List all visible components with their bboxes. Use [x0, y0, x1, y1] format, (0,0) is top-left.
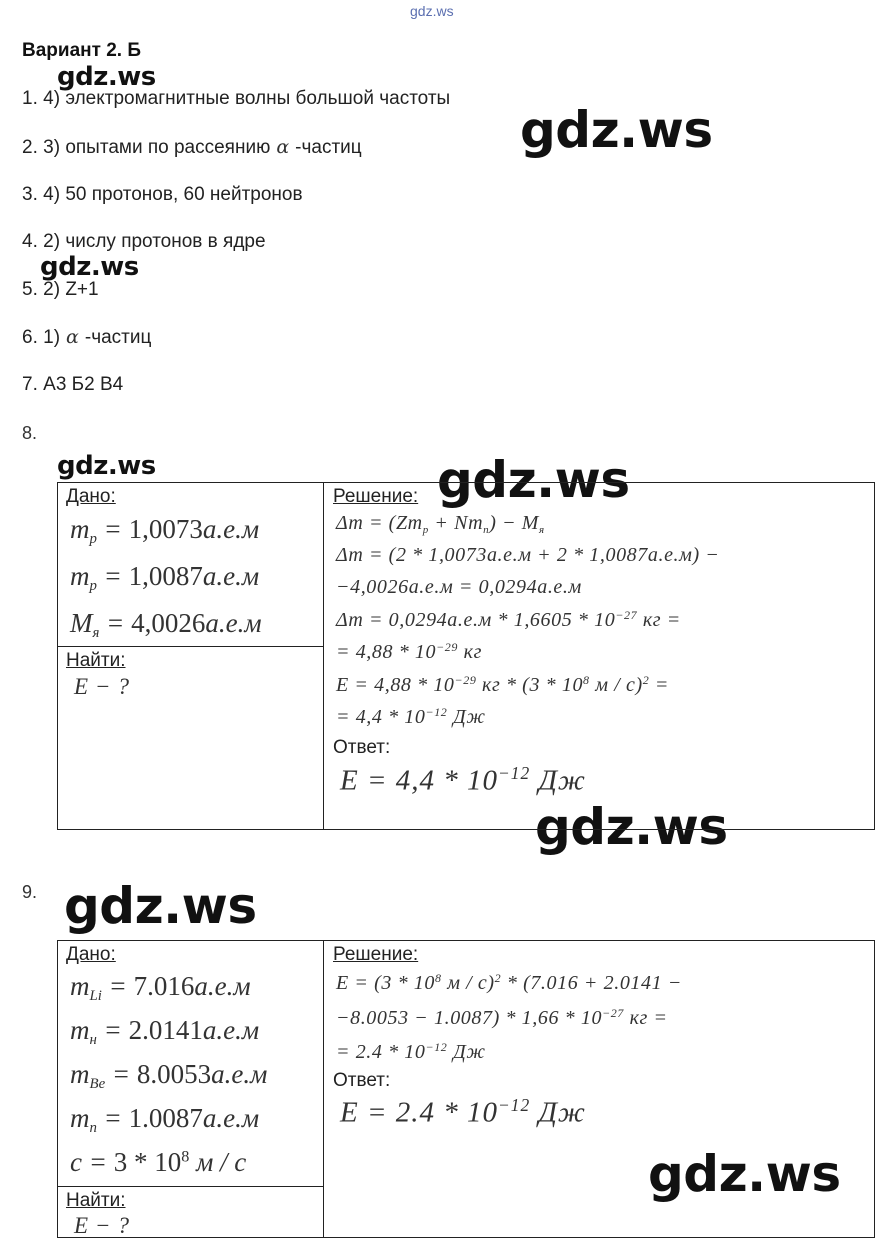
watermark: gdz.ws: [437, 451, 630, 509]
unit: а.е.м: [202, 1015, 260, 1045]
value: 8.0053: [136, 1059, 212, 1089]
subscript: н: [89, 1032, 97, 1049]
subscript: n: [89, 1120, 97, 1137]
answer-text: опытами по рассеянию: [65, 137, 271, 158]
variant-title: Вариант 2. Б: [22, 40, 141, 61]
answer-3: [22, 184, 303, 206]
task8-given-mn: $m_p = 1,0087а.е.м$: [70, 561, 260, 595]
unit: а.е.м: [202, 561, 260, 591]
task8-sol-line-4: $\Delta m = 0,0294а.е.м * 1,6605 * 10^{-27}$ кг =: [336, 608, 681, 632]
watermark: gdz.ws: [64, 877, 257, 935]
symbol: m: [70, 1015, 90, 1045]
symbol: m: [70, 971, 90, 1001]
answer-num: 3. 4): [22, 184, 61, 205]
answer-2: [22, 136, 362, 159]
task8-divider: [323, 482, 324, 830]
task9-given-c: $c = 3 * 10^8$ м / с: [70, 1147, 247, 1177]
task8-find: E − ?: [74, 674, 130, 699]
value: 4,0026: [131, 608, 206, 638]
task8-sol-line-2: Δm = (2 * 1,0073а.е.м + 2 * 1,0087а.е.м) −: [336, 544, 720, 566]
unit: а.е.м: [194, 971, 251, 1001]
answer-num: 4. 2): [22, 231, 61, 252]
task8-given-M: $M_я = 4,0026а.е.м$: [70, 608, 262, 642]
task9-given-mLi: $m_{Li} = 7.016а.е.м$: [70, 971, 251, 1005]
watermark: gdz.ws: [57, 451, 156, 481]
task8-given-divider: [57, 646, 323, 647]
answer-text: числу протонов в ядре: [65, 231, 266, 252]
answer-text: 50 протонов, 60 нейтронов: [65, 184, 303, 205]
answer-num: 7.: [22, 374, 38, 395]
task8-given-mp: $m_p = 1,0073а.е.м$: [70, 514, 260, 548]
task9-given-mBe: $m_{Be} = 8.0053а.е.м$: [70, 1059, 268, 1093]
task8-answer-label: Ответ:: [333, 737, 391, 758]
symbol: m: [70, 1059, 90, 1089]
top-watermark: gdz.ws: [410, 3, 454, 19]
task9-find-label: Найти:: [66, 1190, 126, 1211]
answer-text: А3 Б2 В4: [43, 374, 124, 395]
task9-answer-label: Ответ:: [333, 1070, 391, 1091]
answer-num: 1. 4): [22, 88, 61, 109]
answer-4: [22, 231, 266, 253]
answer-suffix: -частиц: [84, 327, 152, 348]
symbol: m: [70, 514, 90, 544]
value: 2.0141: [128, 1015, 203, 1045]
answer-num: 2. 3): [22, 137, 61, 158]
task8-sol-line-3: −4,0026а.е.м = 0,0294а.е.м: [336, 576, 582, 598]
task9-given-label: Дано:: [66, 944, 116, 965]
symbol: m: [70, 561, 90, 591]
subscript: Li: [89, 988, 102, 1005]
task9-given-divider: [57, 1186, 323, 1187]
symbol: M: [70, 608, 93, 638]
answer-suffix: -частиц: [295, 137, 362, 158]
watermark: gdz.ws: [520, 101, 713, 159]
task8-sol-line-7: = $4,4 * 10^{-12}$ Дж: [336, 705, 486, 729]
subscript: p: [89, 531, 97, 548]
unit: а.е.м: [205, 608, 262, 638]
answer-num: 5. 2): [22, 279, 61, 300]
answer-7: [22, 374, 123, 396]
task9-sol-line-3: = $2.4 * 10^{-12}$ Дж: [336, 1040, 486, 1064]
watermark: gdz.ws: [40, 252, 139, 282]
value: 7.016: [133, 971, 195, 1001]
symbol: m: [70, 1103, 90, 1133]
task8-solution-label: Решение:: [333, 486, 419, 507]
task8-find-label: Найти:: [66, 650, 126, 671]
task9-find: E − ?: [74, 1213, 130, 1238]
alpha-symbol: α: [276, 136, 290, 158]
task9-number: 9.: [22, 882, 38, 902]
task9-sol-line-1: $E = (3 * 10^8$ м / с)$^2$ * (7.016 + 2.0141 −: [336, 971, 682, 995]
task8-answer: $E = 4,4 * 10^{-12}$ Дж: [340, 763, 586, 797]
task9-solution-label: Решение:: [333, 944, 419, 965]
answer-5: [22, 279, 99, 301]
value: 1.0087: [128, 1103, 203, 1133]
watermark: gdz.ws: [535, 798, 728, 856]
watermark: gdz.ws: [57, 62, 156, 92]
unit: а.е.м: [211, 1059, 268, 1089]
subscript: Be: [89, 1076, 106, 1093]
answer-num: 6. 1): [22, 327, 61, 348]
task9-answer: $E = 2.4 * 10^{-12}$ Дж: [340, 1095, 586, 1129]
task9-given-mH: $m_н = 2.0141а.е.м$: [70, 1015, 260, 1049]
task8-sol-line-6: $E = 4,88 * 10^{-29}$ кг * ($3 * 10^8$ м / с)$^2$ =: [336, 673, 670, 697]
task8-number: 8.: [22, 423, 38, 443]
task9-given-mn: $m_n = 1.0087а.е.м$: [70, 1103, 260, 1137]
answer-text: электромагнитные волны большой частоты: [65, 88, 451, 109]
answer-6: [22, 326, 151, 349]
subscript: я: [92, 625, 100, 642]
value: 1,0087: [128, 561, 203, 591]
task9-divider: [323, 940, 324, 1238]
task8-given-label: Дано:: [66, 486, 116, 507]
answer-text: Z+1: [65, 279, 99, 300]
unit: а.е.м: [202, 514, 260, 544]
unit: а.е.м: [202, 1103, 260, 1133]
alpha-symbol: α: [66, 326, 79, 348]
subscript: p: [89, 578, 97, 595]
task8-sol-line-5: = $4,88 * 10^{-29}$ кг: [336, 640, 482, 664]
task9-sol-line-2: $-8.0053 - 1.0087) * 1,66 * 10^{-27}$ кг =: [336, 1006, 668, 1030]
value: 1,0073: [128, 514, 203, 544]
watermark: gdz.ws: [648, 1145, 841, 1203]
task8-sol-line-1: $\Delta m = (Zm_p + Nm_n) - M_я$: [336, 512, 545, 536]
